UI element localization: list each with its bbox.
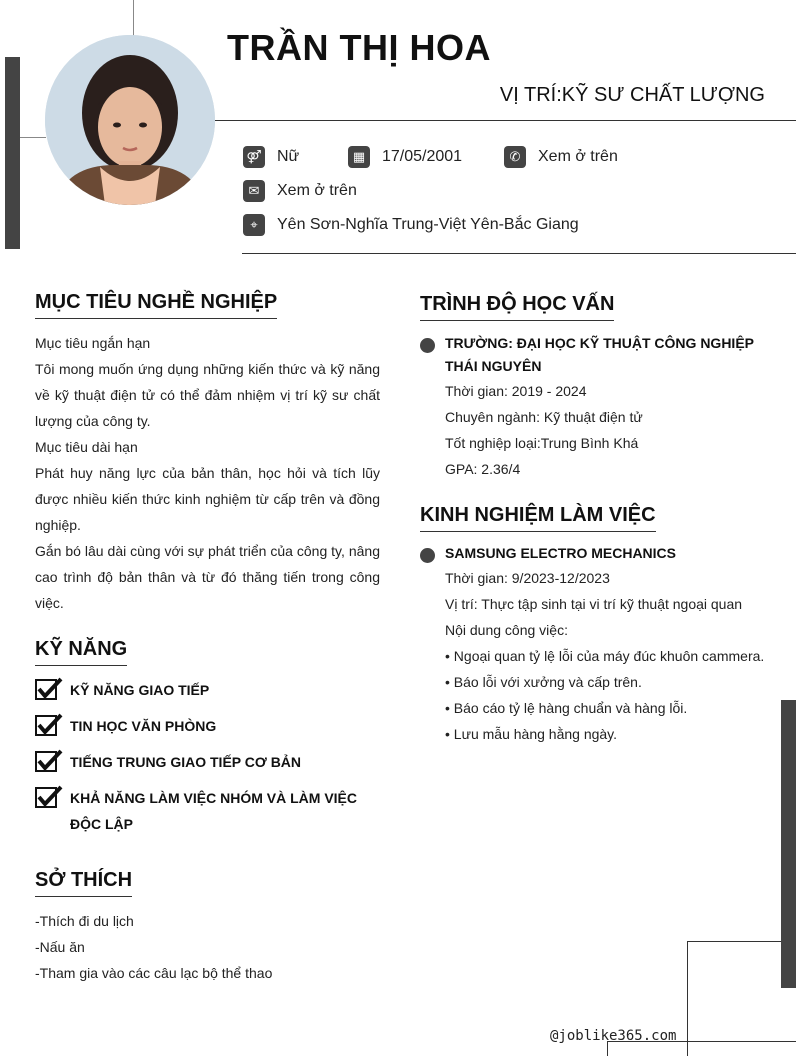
checkbox-checked-icon xyxy=(35,677,63,701)
school-name: TRƯỜNG: ĐẠI HỌC KỸ THUẬT CÔNG NGHIỆP THÁI NGUYÊN xyxy=(445,335,754,374)
duty-item: • Báo cáo tỷ lệ hàng chuẩn và hàng lỗi. xyxy=(445,700,688,716)
birthday-item xyxy=(348,146,504,168)
education-title: TRÌNH ĐỘ HỌC VẤN xyxy=(420,293,614,321)
skill-label: TIẾNG TRUNG GIAO TIẾP CƠ BẢN xyxy=(70,754,302,770)
phone-value: Xem ở trên xyxy=(538,148,618,165)
duty-item: • Lưu mẫu hàng hằng ngày. xyxy=(445,726,618,742)
left-connector-line xyxy=(20,137,46,138)
skill-label: KỸ NĂNG GIAO TIẾP xyxy=(70,682,210,698)
skill-item xyxy=(35,677,380,703)
email-icon: ✉ xyxy=(243,180,265,202)
education-time: Thời gian: 2019 - 2024 xyxy=(445,383,587,399)
duty-item: • Báo lỗi với xưởng và cấp trên. xyxy=(445,674,642,690)
top-vertical-line xyxy=(133,0,134,36)
hobby-item: -Tham gia vào các câu lạc bộ thể thao xyxy=(35,965,273,981)
contact-row-2 xyxy=(243,180,357,202)
left-accent-bar xyxy=(5,57,20,249)
experience-title: KINH NGHIỆM LÀM VIỆC xyxy=(420,504,656,532)
experience-entry xyxy=(420,542,792,747)
calendar-icon: ▦ xyxy=(348,146,370,168)
education-grade: Tốt nghiệp loại:Trung Bình Khá xyxy=(445,435,639,451)
corner-frame xyxy=(687,941,781,1056)
gender-item xyxy=(243,146,348,168)
avatar xyxy=(45,35,215,205)
duties-label: Nội dung công việc: xyxy=(445,622,568,638)
contact-divider xyxy=(242,253,796,254)
gender-icon: ⚤ xyxy=(243,146,265,168)
objective-long-label: Mục tiêu dài hạn xyxy=(35,439,138,455)
skills-title: KỸ NĂNG xyxy=(35,638,127,666)
objective-short-label: Mục tiêu ngắn hạn xyxy=(35,335,151,351)
education-gpa: GPA: 2.36/4 xyxy=(445,461,521,477)
bullet-dot xyxy=(420,548,435,563)
skill-label: KHẢ NĂNG LÀM VIỆC NHÓM VÀ LÀM VIỆC ĐỘC LẬP xyxy=(70,790,357,832)
gender-value: Nữ xyxy=(277,148,300,165)
education-entry xyxy=(420,332,770,482)
company-name: SAMSUNG ELECTRO MECHANICS xyxy=(445,545,677,561)
birthday-value: 17/05/2001 xyxy=(382,148,463,165)
location-icon: ⌖ xyxy=(243,214,265,236)
objective-long-text-2: Gắn bó lâu dài cùng với sự phát triển của công ty, nâng cao trình độ bản thân và từ đó thăng tiến trong công việc. xyxy=(35,543,380,611)
contact-row-1 xyxy=(243,146,618,168)
skill-label: TIN HỌC VĂN PHÒNG xyxy=(70,718,217,734)
bullet-dot xyxy=(420,338,435,353)
hobby-item: -Nấu ăn xyxy=(35,939,85,955)
checkbox-checked-icon xyxy=(35,749,63,773)
objective-short-text: Tôi mong muốn ứng dụng những kiến thức và kỹ năng về kỹ thuật điện tử có thể đảm nhiệm vị trí kỹ sư chất lượng của công ty. xyxy=(35,361,380,429)
experience-role: Vị trí: Thực tập sinh tại vi trí kỹ thuật ngoại quan xyxy=(445,596,743,612)
candidate-name: TRẦN THỊ HOA xyxy=(227,27,491,68)
checkbox-checked-icon xyxy=(35,713,63,737)
education-major: Chuyên ngành: Kỹ thuật điện tử xyxy=(445,409,643,425)
header-divider xyxy=(215,120,796,121)
phone-item xyxy=(504,146,618,168)
watermark-text: @joblike365.com xyxy=(550,1028,677,1044)
objective-body xyxy=(35,330,380,616)
experience-time: Thời gian: 9/2023-12/2023 xyxy=(445,570,610,586)
hobbies-title: SỞ THÍCH xyxy=(35,869,132,897)
hobby-item: -Thích đi du lịch xyxy=(35,913,134,929)
email-value: Xem ở trên xyxy=(277,182,357,199)
skill-item xyxy=(35,749,380,775)
address-value: Yên Sơn-Nghĩa Trung-Việt Yên-Bắc Giang xyxy=(277,216,579,233)
job-position: VỊ TRÍ:KỸ SƯ CHẤT LƯỢNG xyxy=(499,84,765,106)
checkbox-checked-icon xyxy=(35,785,63,809)
objective-title: MỤC TIÊU NGHỀ NGHIỆP xyxy=(35,291,277,319)
phone-icon: ✆ xyxy=(504,146,526,168)
duty-item: • Ngoại quan tỷ lệ lỗi của máy đúc khuôn cammera. xyxy=(445,648,765,664)
objective-long-text-1: Phát huy năng lực của bản thân, học hỏi và tích lũy được nhiều kiến thức kinh nghiệm từ cấp trên và đồng nghiệp. xyxy=(35,465,380,533)
skill-item xyxy=(35,785,380,837)
contact-row-3 xyxy=(243,214,579,236)
skill-item xyxy=(35,713,380,739)
